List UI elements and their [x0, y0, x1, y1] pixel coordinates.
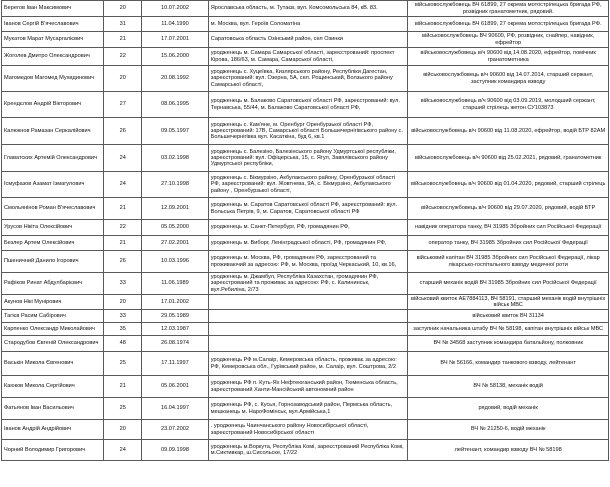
- address-cell: уродженець РФ м.Салаір, Кемеровська область, проживає за адресою: РФ, Кемеровська обл., Гурївський район, м. Салаір, вул. Соштрова, 2/2: [208, 352, 408, 376]
- service-info: лейтенант, командир взводу ВЧ № 58198: [408, 440, 609, 461]
- person-name: Рафіков Ринат Абдулбарієвич: [2, 273, 104, 295]
- service-info: військовослужбовець в/ч 90600 від 14.07.2014, старший сержант, заступник командира взводу: [408, 66, 609, 92]
- person-name: Іванов Сергій В'ячеславович: [2, 17, 104, 32]
- person-age: 21: [104, 198, 142, 220]
- birth-date: 20.08.1992: [142, 66, 209, 92]
- person-age: 24: [104, 440, 142, 461]
- table-row: [2, 1, 609, 17]
- person-age: 26: [104, 118, 142, 145]
- birth-date: 11.06.1989: [142, 273, 209, 295]
- table-row: [2, 220, 609, 236]
- birth-date: 17.07.2001: [142, 32, 209, 48]
- address-cell: уродженець с. Балезіно, Балезінського району Удмуртської республіки, зареєстрований: вул. Офіцерська, 15, с. Ягул, Завялівського району Удмуртської республіки,: [208, 145, 408, 172]
- person-age: 26: [104, 251, 142, 273]
- table-row: [2, 273, 609, 295]
- address-cell: Ярославська область, м. Тутаєв, вул. Комсомольська 84, кВ. 83.: [208, 1, 408, 17]
- table-row: [2, 376, 609, 398]
- service-info: військовослужбовець ВЧ 61899, 27 окрема мотострілецька бригада РФ, розвідник гранатометник, рядовий.: [408, 1, 609, 17]
- person-name: Жоголев Дмитро Олександрович: [2, 48, 104, 66]
- table-row: [2, 251, 609, 273]
- person-age: 21: [104, 32, 142, 48]
- person-name: Берегов Іван Максимович: [2, 1, 104, 17]
- person-age: 22: [104, 48, 142, 66]
- address-cell: уродженець с. Кам'яне, м. Оренбург Оренбурзької області РФ, зареєстрований: 17В, Самарської області Большечернігівського району с. Большечернігівка вул. Касаткіна, буд 6, кв.1: [208, 118, 408, 145]
- birth-date: 12.09.2001: [142, 198, 209, 220]
- person-name: Калюкнов Рамазан Серкалійович: [2, 118, 104, 145]
- person-name: Васькін Микола Євгенович: [2, 352, 104, 376]
- birth-date: 11.04.1990: [142, 17, 209, 32]
- person-age: 20: [104, 295, 142, 310]
- person-name: Іванов Андрій Андрійович: [2, 420, 104, 440]
- address-cell: уродженець РФ, с. Кусья, Горнозаводський район, Пермська область, мешканець м. НароФомінськ, вул.Армійська,1: [208, 398, 408, 420]
- person-age: 24: [104, 172, 142, 198]
- table-row: [2, 118, 609, 145]
- address-cell: уродженець с. Бікмурзіно, Акбулакського району, Оренбурзької області РФ, зареєстрований: вул. Жовтнева, 9А, с. Бікмурзіно, Акбулакського району , Оренбурзької області,: [208, 172, 408, 198]
- address-cell: . уродженець Чаинчанського району Новосибірської області, зареєстрований Новосибірської області: [208, 420, 408, 440]
- person-name: Карпенко Олександр Миколайович: [2, 323, 104, 336]
- birth-date: 09.09.1998: [142, 440, 209, 461]
- person-name: Пшеничний Данило Ігорович: [2, 251, 104, 273]
- service-info: ВЧ № 34568 заступник командира батальйону, полковник: [408, 336, 609, 352]
- table-row: [2, 92, 609, 118]
- birth-date: 09.05.1997: [142, 118, 209, 145]
- address-cell: [208, 336, 408, 352]
- person-age: 20: [104, 420, 142, 440]
- birth-date: 05.06.2001: [142, 376, 209, 398]
- table-row: [2, 17, 609, 32]
- birth-date: 23.07.2002: [142, 420, 209, 440]
- address-cell: уродженець м. Санкт-Петербург, РФ, громадянин РФ,: [208, 220, 408, 236]
- table-row: [2, 145, 609, 172]
- personnel-table: [1, 0, 609, 461]
- service-info: старший механік водій ВЧ 31985 Збройних сил Російської Федерації: [408, 273, 609, 295]
- address-cell: уродженець РФ п. Куть-Ях Нефтеюганський район, Тюменська область, зареєстрований Ханти-Мансійський автономний район: [208, 376, 408, 398]
- person-name: Акунов Нікі Мунірович: [2, 295, 104, 310]
- service-info: військовий квиток ВЧ 31134: [408, 310, 609, 323]
- person-age: 31: [104, 17, 142, 32]
- table-row: [2, 172, 609, 198]
- service-info: військовослужбовець в/ч 90600 від 03.09.2019, молодший сержант, старший стрілець жетон СУ103873: [408, 92, 609, 118]
- birth-date: 08.06.1995: [142, 92, 209, 118]
- service-info: навідник оператора танку, ВЧ 31985 Збройних сил Російської Федерації: [408, 220, 609, 236]
- birth-date: 10.03.1996: [142, 251, 209, 273]
- person-name: Мукатов Марат Мусаргалієвич: [2, 32, 104, 48]
- birth-date: 03.02.1998: [142, 145, 209, 172]
- person-age: 27: [104, 92, 142, 118]
- address-cell: уродженець м. Виборг, Ленінградської області, РФ, громадянин РФ,: [208, 236, 408, 251]
- address-cell: уродженець с. Хуцеївка, Кизлярського району, Республіки Дагестан, зареєстрований: вул. Озерна, 5А, сел. Рощинський, Волзького району Самарської області,: [208, 66, 408, 92]
- person-age: 20: [104, 66, 142, 92]
- person-age: 33: [104, 310, 142, 323]
- table-row: [2, 198, 609, 220]
- birth-date: 05.05.2000: [142, 220, 209, 236]
- address-cell: уродженець м. Москва, РФ, громадянин РФ, зареєстрований та проживаючий за адресою: РФ, м. Москва, проїзд Черкаський, 10, кв.16,: [208, 251, 408, 273]
- table-row: [2, 336, 609, 352]
- address-cell: [208, 295, 408, 310]
- person-name: Крендєлов Андрій Вікторович: [2, 92, 104, 118]
- service-info: ВЧ № 58138, механік водій: [408, 376, 609, 398]
- person-age: 20: [104, 1, 142, 17]
- table-row: [2, 352, 609, 376]
- person-name: Стародубов Євгеній Олександрович: [2, 336, 104, 352]
- service-info: військовий квиток АЕ7884113, ВЧ 58191, старший механік водій внутрішніх військ МВС: [408, 295, 609, 310]
- table-row: [2, 66, 609, 92]
- address-cell: уродженець м. Самара Самарської області, зареєстрований: проспект Кірова, 186/63, м. Самара, Самарської області,: [208, 48, 408, 66]
- table-row: [2, 295, 609, 310]
- service-info: військовослужбовець в/ч 90600 від 29.07.2020, рядовий, водій БТР: [408, 198, 609, 220]
- address-cell: Саратовська область Озінський район, сел Озинки: [208, 32, 408, 48]
- person-age: 35: [104, 323, 142, 336]
- service-info: оператор танку, ВЧ 31985 Збройних сил Російської Федерації: [408, 236, 609, 251]
- birth-date: 17.11.1997: [142, 352, 209, 376]
- service-info: військовослужбовець ВЧ 90600, РФ, розвідник, снайпер, навідник, ефрейтор: [408, 32, 609, 48]
- service-info: заступник начальника штабу ВЧ № 58198, капітан внутрішніх військ МВС: [408, 323, 609, 336]
- table-row: [2, 398, 609, 420]
- birth-date: 10.07.2002: [142, 1, 209, 17]
- birth-date: 27.02.2001: [142, 236, 209, 251]
- person-name: Каюков Микола Сергійович: [2, 376, 104, 398]
- person-name: Чорний Володимир Григорович: [2, 440, 104, 461]
- service-info: військовослужбовець ВЧ 61899, 27 окрема мотострілецька бригада РФ.: [408, 17, 609, 32]
- address-cell: [208, 323, 408, 336]
- person-age: 24: [104, 145, 142, 172]
- birth-date: 26.08.1974: [142, 336, 209, 352]
- person-age: 48: [104, 336, 142, 352]
- address-cell: [208, 310, 408, 323]
- birth-date: 29.05.1989: [142, 310, 209, 323]
- person-age: 25: [104, 352, 142, 376]
- table-row: [2, 323, 609, 336]
- service-info: військовослужбовець в/ч 90600 від 14.08.2020, ефрейтор, помічник гранатометника: [408, 48, 609, 66]
- table-row: [2, 32, 609, 48]
- service-info: військовослужбовець в/ч 90600 від 25.02.2021, рядовий, гранатометник: [408, 145, 609, 172]
- address-cell: уродженець м. Саратов Саратовської області РФ, зареєстрований: вул. Вольська Петрів, 9, м. Саратов, Саратовської області РФ: [208, 198, 408, 220]
- address-cell: уродженець м. Балаково Саратовської області РФ, зареєстрований: вул. Тернавська, 55/44, м. Балаково Саратовської області РФ,: [208, 92, 408, 118]
- birth-date: 16.04.1997: [142, 398, 209, 420]
- service-info: військовослужбовець в/ч 90600 від 01.04.2020, рядовий, старший стрілець: [408, 172, 609, 198]
- person-age: 25: [104, 398, 142, 420]
- person-name: Безлер Артем Олексійович: [2, 236, 104, 251]
- service-info: військовий капітан ВЧ 31985 Збройних сил Російської Федерації, лікар лікарсько-госпітального взводу медичної роти: [408, 251, 609, 273]
- address-cell: уродженець м. Джамбул, Республіка Казахстан, громадянин РФ, зареєстрований та проживає за адресою: РФ, с. Калининськ, вул.Ребиліна, 2/73: [208, 273, 408, 295]
- person-age: 22: [104, 220, 142, 236]
- person-age: 21: [104, 236, 142, 251]
- person-name: Ісмуфазов Азамат Ізмагулович: [2, 172, 104, 198]
- person-age: 33: [104, 273, 142, 295]
- person-name: Урусов Нікіта Олексійович: [2, 220, 104, 236]
- service-info: військовослужбовець в/ч 90600 від 11.08.2020, ефрейтор, водій БТР 82АМ: [408, 118, 609, 145]
- birth-date: 12.03.1987: [142, 323, 209, 336]
- person-name: Тагієв Расим Сабірович: [2, 310, 104, 323]
- service-info: рядовий, водій механік: [408, 398, 609, 420]
- table-row: [2, 440, 609, 461]
- service-info: ВЧ № 21250-6, водій механік: [408, 420, 609, 440]
- table-row: [2, 420, 609, 440]
- birth-date: 15.06.2000: [142, 48, 209, 66]
- table-row: [2, 48, 609, 66]
- service-info: ВЧ № 56166, командир танкового взводу, лейтенант: [408, 352, 609, 376]
- birth-date: 17.01.2002: [142, 295, 209, 310]
- person-name: Смольянінов Роман В'ячеславович: [2, 198, 104, 220]
- table-row: [2, 236, 609, 251]
- birth-date: 27.10.1998: [142, 172, 209, 198]
- person-name: Фатьянов Іван Васильович: [2, 398, 104, 420]
- table-row: [2, 310, 609, 323]
- address-cell: уродженець м.Воркута, Республіка Комі, зареєстрований Республіка Комі, м.Сиктивкар, ш.Сисольске, 17/22: [208, 440, 408, 461]
- address-cell: м. Москва, вул. Героїв Соломатіна: [208, 17, 408, 32]
- person-age: 21: [104, 376, 142, 398]
- person-name: Главатских Артемій Олександрович: [2, 145, 104, 172]
- person-name: Магомедов Магомед Мухидинович: [2, 66, 104, 92]
